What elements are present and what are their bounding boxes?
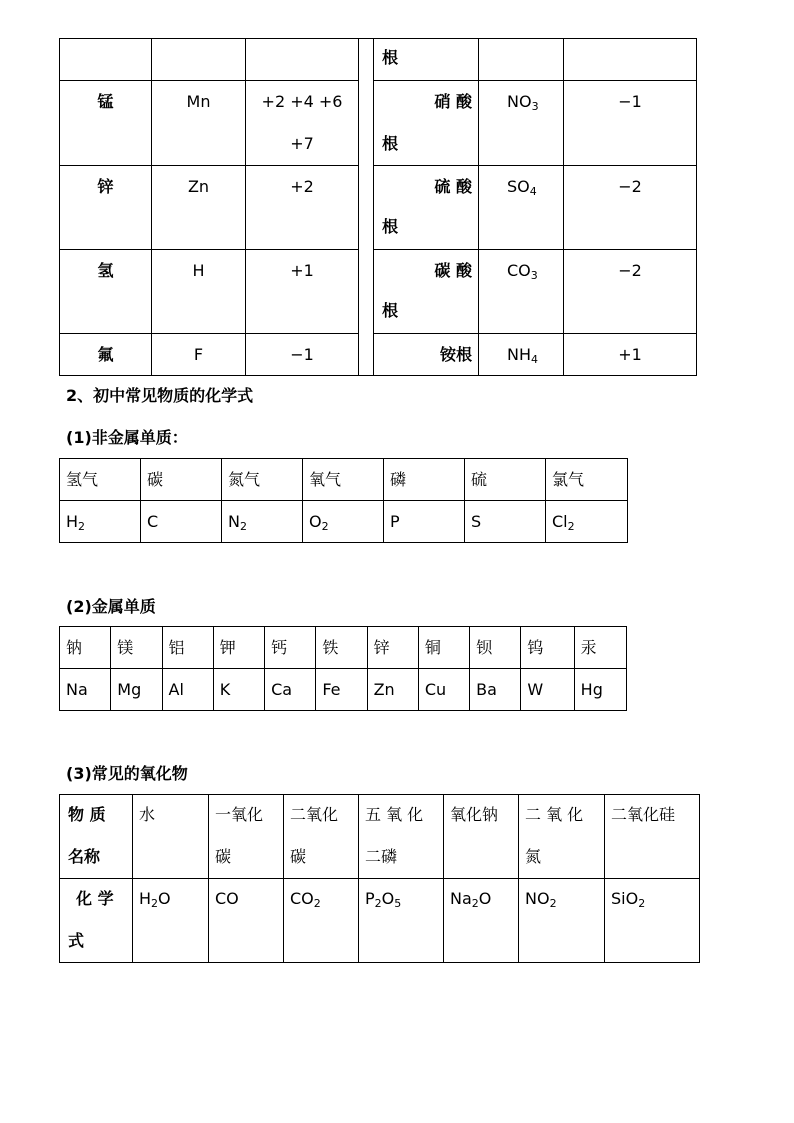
chemical-formula: $Na_2O$ [444, 879, 519, 963]
radical-name: 铵根 [374, 334, 479, 376]
table-row [60, 627, 627, 669]
radical-valence: −2 [564, 166, 697, 250]
metal-name: 钙 [265, 627, 316, 669]
metal-name: 铜 [418, 627, 469, 669]
metal-table [59, 626, 627, 711]
oxides-table [59, 794, 700, 963]
element-name: 锌 [60, 166, 152, 250]
table-separator [359, 39, 374, 376]
chemical-formula: S [465, 501, 546, 543]
table-row [60, 334, 697, 376]
metal-name: 钡 [470, 627, 521, 669]
chemical-formula: Ca [265, 669, 316, 711]
radical-formula: $CO_3$ [479, 250, 564, 334]
table-row [60, 250, 697, 334]
chemical-formula: Na [60, 669, 111, 711]
substance-name: 氯气 [546, 459, 628, 501]
chemical-formula: K [213, 669, 264, 711]
chemical-formula: Mg [111, 669, 162, 711]
radical-valence: +1 [564, 334, 697, 376]
oxide-name: 二氧化硅 [605, 795, 700, 879]
element-valence: +2 [246, 166, 359, 250]
chemical-formula: Ba [470, 669, 521, 711]
metal-name: 钠 [60, 627, 111, 669]
element-valence: +1 [246, 250, 359, 334]
chemical-formula: $H_2O$ [133, 879, 209, 963]
radical-formula: $NO_3$ [479, 81, 564, 166]
chemical-formula: $H_2$ [60, 501, 141, 543]
substance-name: 氧气 [303, 459, 384, 501]
chemical-formula: SiO$_2$ [605, 879, 700, 963]
table-row [60, 81, 697, 166]
radical-formula: $SO_4$ [479, 166, 564, 250]
element-valence: −1 [246, 334, 359, 376]
metal-name: 钾 [213, 627, 264, 669]
radical-name: 根 [382, 48, 399, 67]
table-row [60, 501, 628, 543]
metal-name: 铁 [316, 627, 367, 669]
nonmetal-table [59, 458, 628, 543]
element-symbol: Zn [152, 166, 246, 250]
oxide-name: 五 氧 化 二磷 [359, 795, 444, 879]
radical-formula: $NH_4$ [479, 334, 564, 376]
chemical-formula: $O_2$ [303, 501, 384, 543]
nonmetal-title: (1)非金属单质： [66, 428, 188, 447]
chemical-formula: $Cl_2$ [546, 501, 628, 543]
substance-name: 氮气 [222, 459, 303, 501]
element-valence: +2 +4 +6 +7 [246, 81, 359, 166]
metal-name: 锌 [367, 627, 418, 669]
element-symbol: F [152, 334, 246, 376]
oxide-name: 二 氧 化 氮 [519, 795, 605, 879]
chemical-formula: Hg [574, 669, 626, 711]
oxide-name-header: 物 质 名称 [60, 795, 133, 879]
chemical-formula: W [521, 669, 574, 711]
valence-table [59, 38, 697, 376]
metal-title: (2)金属单质 [66, 597, 156, 616]
substance-name: 硫 [465, 459, 546, 501]
oxide-formula-header: 化 学 式 [60, 879, 133, 963]
chemical-formula: Zn [367, 669, 418, 711]
element-symbol: Mn [152, 81, 246, 166]
chemical-formula: $N_2$ [222, 501, 303, 543]
oxide-name: 二氧化 碳 [284, 795, 359, 879]
table-row [60, 795, 700, 879]
metal-name: 铝 [162, 627, 213, 669]
chemical-formula: P [384, 501, 465, 543]
chemical-formula: C [141, 501, 222, 543]
table-row [60, 166, 697, 250]
element-symbol: H [152, 250, 246, 334]
metal-name: 汞 [574, 627, 626, 669]
table-row [60, 669, 627, 711]
table-row [60, 879, 700, 963]
metal-name: 钨 [521, 627, 574, 669]
radical-valence: −1 [564, 81, 697, 166]
radical-name: 碳 酸 根 [374, 250, 479, 334]
radical-valence: −2 [564, 250, 697, 334]
oxides-title: (3)常见的氧化物 [66, 764, 188, 783]
oxide-name: 水 [133, 795, 209, 879]
oxide-name: 一氧化 碳 [209, 795, 284, 879]
metal-name: 镁 [111, 627, 162, 669]
chemical-formula: Fe [316, 669, 367, 711]
radical-name: 硫 酸 根 [374, 166, 479, 250]
chemical-formula: $P_2O_5$ [359, 879, 444, 963]
table-row [60, 39, 697, 81]
chemical-formula: Cu [418, 669, 469, 711]
substance-name: 氢气 [60, 459, 141, 501]
radical-name: 硝 酸 根 [374, 81, 479, 166]
chemical-formula: Al [162, 669, 213, 711]
substance-name: 磷 [384, 459, 465, 501]
table-row [60, 459, 628, 501]
chemical-formula: $CO_2$ [284, 879, 359, 963]
element-name: 锰 [60, 81, 152, 166]
chemical-formula: $NO_2$ [519, 879, 605, 963]
chemical-formula: CO [209, 879, 284, 963]
substance-name: 碳 [141, 459, 222, 501]
element-name: 氟 [60, 334, 152, 376]
section-title: 2、初中常见物质的化学式 [66, 386, 254, 405]
oxide-name: 氧化钠 [444, 795, 519, 879]
element-name: 氢 [60, 250, 152, 334]
